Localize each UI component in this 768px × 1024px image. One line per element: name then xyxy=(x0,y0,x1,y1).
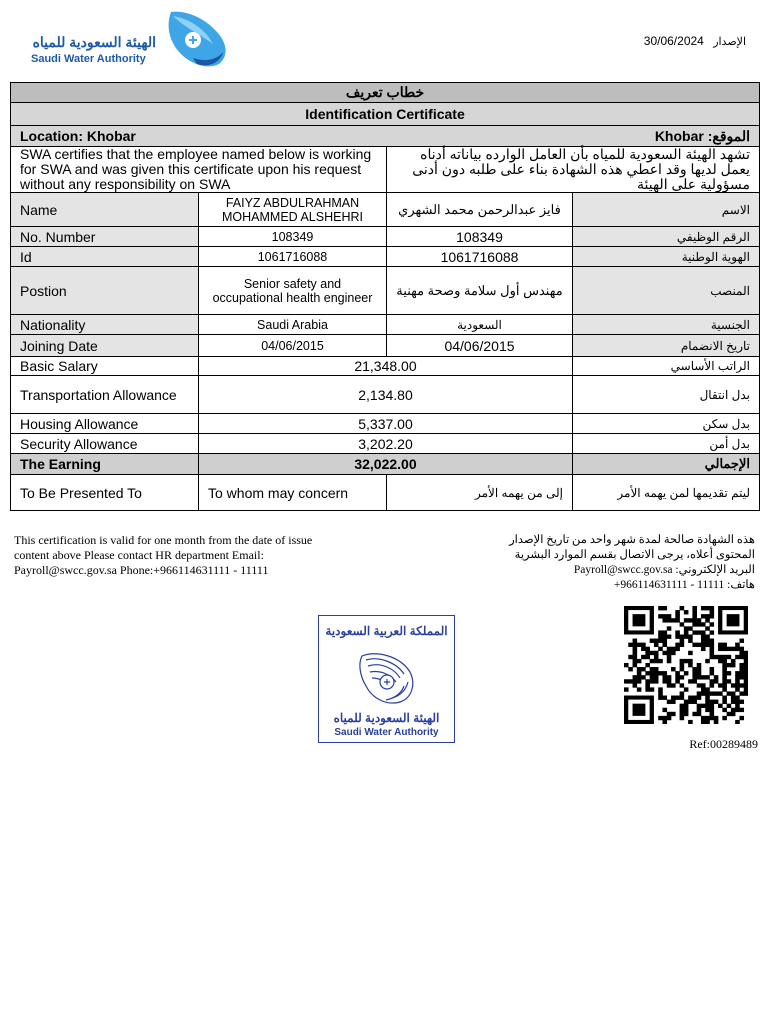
amount: 21,348.00 xyxy=(199,357,573,376)
label-en: Security Allowance xyxy=(11,434,199,454)
label-ar: بدل سكن xyxy=(573,414,760,434)
label-en: Basic Salary xyxy=(11,357,199,376)
amount: 2,134.80 xyxy=(199,376,573,414)
stamp-kingdom-text: المملكة العربية السعودية xyxy=(325,624,448,638)
note-ar-line: Payroll@swcc.gov.sa :البريد الإلكتروني xyxy=(573,564,755,576)
label-ar: الجنسية xyxy=(573,315,760,335)
location-english: Location: Khobar xyxy=(20,127,136,144)
intro-english: SWA certifies that the employee named below is working for SWA and was given this certificate upon his request without any responsibility on SWA xyxy=(11,147,387,193)
amount: 3,202.20 xyxy=(199,434,573,454)
label-ar: الهوية الوطنية xyxy=(573,247,760,267)
salary-row-security xyxy=(11,434,760,454)
note-ar-line: المحتوى أعلاه، يرجى الاتصال بقسم الموارد البشرية xyxy=(514,549,755,561)
validity-note-arabic xyxy=(495,533,755,593)
earning-row xyxy=(11,454,760,475)
presented-value-en: To whom may concern xyxy=(199,475,387,511)
label-ar: الرقم الوظيفي xyxy=(573,227,760,247)
title-english: Identification Certificate xyxy=(11,103,760,126)
label-ar: المنصب xyxy=(573,267,760,315)
value-en: Saudi Arabia xyxy=(199,315,387,335)
issue-date: 30/06/2024 xyxy=(643,34,704,48)
salary-row-basic xyxy=(11,357,760,376)
label-en: Transportation Allowance xyxy=(11,376,199,414)
label-ar: تاريخ الانضمام xyxy=(573,335,760,357)
value-ar: 1061716088 xyxy=(387,247,573,267)
label-ar: بدل أمن xyxy=(573,434,760,454)
value-en: 108349 xyxy=(199,227,387,247)
label-en: No. Number xyxy=(11,227,199,247)
value-ar: 108349 xyxy=(387,227,573,247)
logo-english-name: Saudi Water Authority xyxy=(31,53,146,65)
stamp-emblem-icon xyxy=(356,648,418,708)
swa-logo xyxy=(30,10,230,68)
value-ar: السعودية xyxy=(387,315,573,335)
employee-row-nationality xyxy=(11,315,760,335)
label-en: Joining Date xyxy=(11,335,199,357)
employee-row-id xyxy=(11,247,760,267)
employee-row-name xyxy=(11,193,760,227)
label-en: Nationality xyxy=(11,315,199,335)
amount: 5,337.00 xyxy=(199,414,573,434)
salary-row-transportation xyxy=(11,376,760,414)
value-en: FAIYZ ABDULRAHMAN MOHAMMED ALSHEHRI xyxy=(199,193,387,227)
label-ar: الاسم xyxy=(573,193,760,227)
earning-label-ar: الإجمالي xyxy=(573,454,760,475)
presented-label-en: To Be Presented To xyxy=(11,475,199,511)
presented-row xyxy=(11,475,760,511)
value-en: 1061716088 xyxy=(199,247,387,267)
label-en: Postion xyxy=(11,267,199,315)
water-drop-logo-icon xyxy=(163,10,229,68)
label-en: Housing Allowance xyxy=(11,414,199,434)
earning-amount: 32,022.00 xyxy=(199,454,573,475)
certificate-table xyxy=(10,82,760,511)
value-en: Senior safety and occupational health engineer xyxy=(199,267,387,315)
earning-label-en: The Earning xyxy=(11,454,199,475)
location-row xyxy=(11,126,760,147)
value-ar: فايز عبدالرحمن محمد الشهري xyxy=(387,193,573,227)
employee-row-joining-date xyxy=(11,335,760,357)
label-en: Name xyxy=(11,193,199,227)
value-en: 04/06/2015 xyxy=(199,335,387,357)
intro-arabic: تشهد الهيئة السعودية للمياه بأن العامل الوارده بياناته أدناه يعمل لديها وقد اعطي هذه الشهادة بناء على طلبه دون أدنى مسؤولية على الهيئة xyxy=(387,147,760,193)
label-en: Id xyxy=(11,247,199,267)
value-ar: مهندس أول سلامة وصحة مهنية xyxy=(387,267,573,315)
note-ar-line: +966114631111 - 11111 :هاتف xyxy=(613,579,755,591)
stamp-arabic-name: الهيئة السعودية للمياه xyxy=(333,711,440,725)
validity-note-english: This certification is valid for one month from the date of issue content above Please contact HR department Email: Payroll@swcc.gov.sa Phone:+966114631111 - 11111 xyxy=(14,533,313,577)
label-ar: الراتب الأساسي xyxy=(573,357,760,376)
official-stamp xyxy=(318,615,455,743)
title-arabic: خطاب تعريف xyxy=(11,83,760,103)
presented-label-ar: ليتم تقديمها لمن يهمه الأمر xyxy=(573,475,760,511)
employee-row-number xyxy=(11,227,760,247)
issue-date-block xyxy=(644,34,746,48)
issue-label: الإصدار xyxy=(713,36,746,48)
label-ar: بدل انتقال xyxy=(573,376,760,414)
employee-row-position xyxy=(11,267,760,315)
value-ar: 04/06/2015 xyxy=(387,335,573,357)
location-arabic: Khobar :الموقع xyxy=(654,127,750,144)
presented-value-ar: إلى من يهمه الأمر xyxy=(387,475,573,511)
salary-row-housing xyxy=(11,414,760,434)
stamp-english-name: Saudi Water Authority xyxy=(334,727,439,738)
logo-arabic-name: الهيئة السعودية للمياه xyxy=(32,34,156,50)
qr-code xyxy=(624,606,748,724)
reference-number: Ref:00289489 xyxy=(689,737,758,751)
note-ar-line: هذه الشهادة صالحة لمدة شهر واحد من تاريخ الإصدار xyxy=(509,534,755,546)
